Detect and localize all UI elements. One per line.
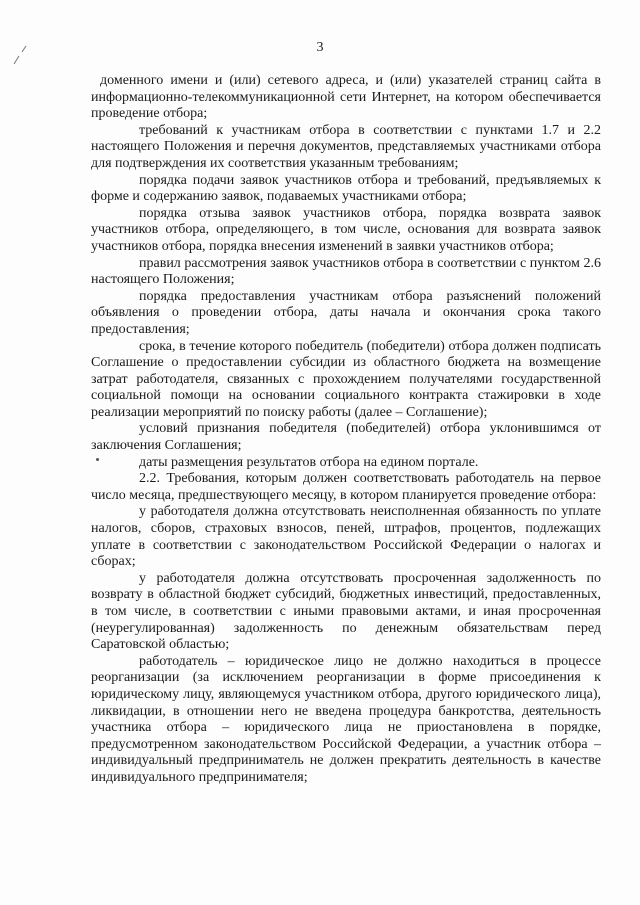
- paragraph: требований к участникам отбора в соответствии с пунктами 1.7 и 2.2 настоящего Положения и перечня документов, представляемых участниками отбора для подтверждения их соответствия указанным требованиям;: [91, 122, 601, 171]
- paragraph: срока, в течение которого победитель (победители) отбора должен подписать Соглашение о предоставлении субсидии из областного бюджета на возмещение затрат работодателя, связанных с прохождением получателями государственной социальной помощи на основании социального контракта стажировки в ходе реализации мероприятий по поиску работы (далее – Соглашение);: [91, 338, 601, 420]
- paragraph: порядка подачи заявок участников отбора и требований, предъявляемых к форме и содержанию заявок, подаваемых участниками отбора;: [91, 172, 601, 205]
- paragraph: даты размещения результатов отбора на едином портале.: [139, 454, 479, 470]
- page-number: 3: [316, 40, 324, 55]
- paragraph: работодатель – юридическое лицо не должно находиться в процессе реорганизации (за исключением реорганизации в форме присоединения к юридическому лицу, являющемуся участником отбора, другого юридического лица), ликвидации, в отношении него не введена процедура банкротства, деятельность участника отбора – юридического лица не приостановлена в порядке, предусмотренном законодательством Российской Федерации, а участник отбора – индивидуальный предприниматель не должен прекратить деятельность в качестве индивидуального предпринимателя;: [91, 653, 601, 785]
- document-body: [91, 73, 601, 787]
- paragraph: порядка предоставления участникам отбора разъяснений положений объявления о проведении отбора, даты начала и окончания срока такого предоставления;: [91, 288, 601, 337]
- paragraph: у работодателя должна отсутствовать неисполненная обязанность по уплате налогов, сборов, страховых взносов, пеней, штрафов, процентов, подлежащих уплате в соответствии с законодательством Российской Федерации о налогах и сборах;: [91, 504, 601, 570]
- paragraph: доменного имени и (или) сетевого адреса, и (или) указателей страниц сайта в информационно-телекоммуникационной сети Интернет, на котором обеспечивается проведение отбора;: [91, 73, 601, 122]
- paragraph: у работодателя должна отсутствовать просроченная задолженность по возврату в областной бюджет субсидий, бюджетных инвестиций, предоставленных, в том числе, в соответствии с иными правовыми актами, и иная просроченная (неурегулированная) задолженность по денежным обязательствам перед Саратовской областью;: [91, 570, 601, 653]
- paragraph: правил рассмотрения заявок участников отбора в соответствии с пунктом 2.6 настоящего Положения;: [91, 255, 601, 288]
- paragraph: 2.2. Требования, которым должен соответствовать работодатель на первое число месяца, предшествующего месяцу, в котором планируется проведение отбора:: [91, 471, 601, 503]
- paragraph: порядка отзыва заявок участников отбора, порядка возврата заявок участников отбора, определяющего, в том числе, основания для возврата заявок участников отбора, порядка внесения изменений в заявки участников отбора;: [91, 205, 601, 254]
- paragraph: условий признания победителя (победителей) отбора уклонившимся от заключения Соглашения;: [91, 421, 601, 454]
